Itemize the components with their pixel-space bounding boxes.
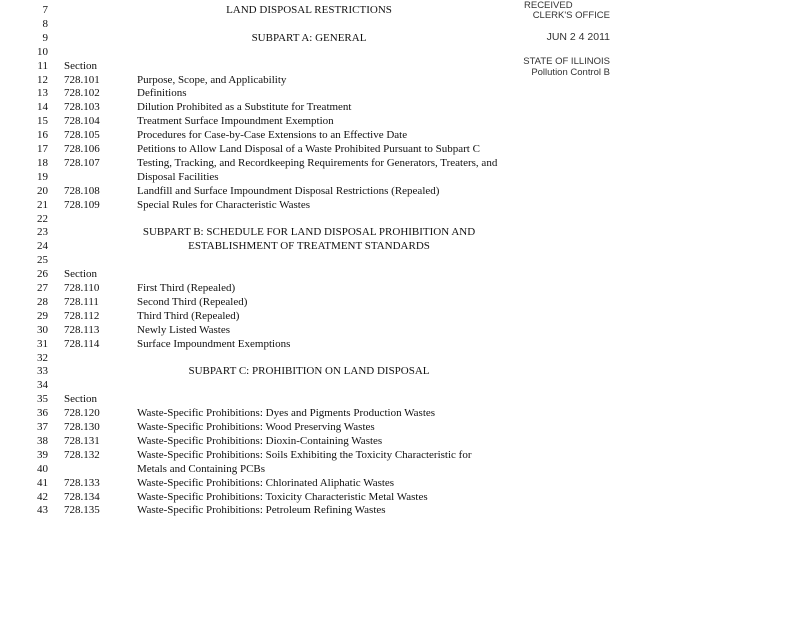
line-number: 13 — [37, 87, 48, 100]
line-number: 37 — [37, 421, 48, 433]
line-number: 9 — [42, 31, 48, 44]
line-number: 19 — [37, 170, 48, 183]
section-number: 728.131 — [64, 434, 100, 447]
section-number: Section — [64, 268, 97, 281]
section-title: Surface Impoundment Exemptions — [137, 337, 291, 350]
section-title: Definitions — [137, 87, 187, 100]
section-number: 728.134 — [64, 490, 100, 503]
section-number: 728.112 — [64, 309, 100, 322]
section-number: 728.130 — [64, 421, 100, 433]
line-number: 35 — [37, 393, 48, 406]
stamp-state: STATE OF ILLINOIS — [523, 56, 610, 67]
stamp-received: RECEIVED — [524, 0, 573, 11]
section-title: Waste-Specific Prohibitions: Soils Exhibiting the Toxicity Characteristic for — [137, 448, 472, 461]
section-number: 728.110 — [64, 282, 100, 294]
line-number: 42 — [37, 490, 48, 503]
section-title: Waste-Specific Prohibitions: Toxicity Characteristic Metal Wastes — [137, 490, 428, 503]
section-title: Testing, Tracking, and Recordkeeping Requirements for Generators, Treaters, and — [137, 156, 498, 169]
line-number: 41 — [37, 476, 48, 489]
section-number: 728.104 — [64, 115, 100, 128]
line-number: 27 — [37, 282, 48, 294]
heading: SUBPART B: SCHEDULE FOR LAND DISPOSAL PROHIBITION AND — [142, 226, 476, 239]
line-number: 36 — [37, 407, 48, 420]
line-number: 7 — [42, 4, 48, 16]
stamp-office: CLERK'S OFFICE — [532, 10, 610, 21]
line-number: 43 — [37, 504, 48, 517]
section-title: Metals and Containing PCBs — [137, 462, 266, 475]
line-number: 22 — [37, 212, 48, 225]
line-number: 32 — [37, 351, 48, 364]
section-title: Waste-Specific Prohibitions: Wood Preserving Wastes — [137, 421, 375, 433]
line-number: 25 — [37, 254, 48, 267]
line-number: 26 — [37, 268, 48, 281]
section-title: Petitions to Allow Land Disposal of a Waste Prohibited Pursuant to Subpart C — [137, 143, 480, 155]
section-number: 728.106 — [64, 143, 100, 155]
line-number: 15 — [37, 115, 48, 128]
line-number: 28 — [37, 295, 48, 308]
line-number: 16 — [37, 129, 48, 142]
heading: LAND DISPOSAL RESTRICTIONS — [226, 4, 392, 16]
section-title: Newly Listed Wastes — [137, 323, 231, 336]
section-number: 728.108 — [64, 184, 100, 197]
section-number: 728.102 — [64, 87, 100, 100]
section-number: Section — [64, 393, 97, 406]
section-title: Disposal Facilities — [137, 170, 219, 183]
line-number: 23 — [37, 226, 48, 239]
line-number: 12 — [37, 73, 48, 86]
section-title: Third Third (Repealed) — [137, 309, 240, 322]
line-number: 14 — [37, 101, 48, 114]
line-number: 38 — [37, 434, 48, 447]
section-title: Waste-Specific Prohibitions: Chlorinated Aliphatic Wastes — [137, 476, 395, 489]
section-number: 728.113 — [64, 323, 100, 336]
section-number: 728.109 — [64, 198, 100, 211]
stamp-board: Pollution Control B — [531, 67, 610, 78]
line-number: 24 — [37, 240, 48, 253]
section-title: Waste-Specific Prohibitions: Dyes and Pigments Production Wastes — [137, 407, 436, 420]
section-number: 728.105 — [64, 129, 100, 142]
heading: SUBPART A: GENERAL — [251, 31, 367, 44]
line-number: 34 — [37, 379, 48, 392]
section-number: 728.101 — [64, 73, 100, 86]
section-title: First Third (Repealed) — [137, 282, 236, 294]
section-number: 728.111 — [64, 295, 99, 308]
section-title: Procedures for Case-by-Case Extensions to an Effective Date — [137, 129, 408, 142]
heading: SUBPART C: PROHIBITION ON LAND DISPOSAL — [188, 365, 430, 378]
line-number: 18 — [37, 156, 48, 169]
section-title: Second Third (Repealed) — [137, 295, 248, 308]
line-number: 17 — [37, 143, 48, 155]
line-number: 29 — [37, 309, 48, 322]
line-number: 8 — [42, 17, 48, 30]
line-number: 40 — [37, 462, 48, 475]
section-title: Waste-Specific Prohibitions: Petroleum Refining Wastes — [137, 504, 386, 517]
line-number: 39 — [37, 448, 48, 461]
line-number: 31 — [37, 337, 48, 350]
section-number: Section — [64, 59, 97, 72]
section-title: Purpose, Scope, and Applicability — [137, 73, 287, 86]
heading: ESTABLISHMENT OF TREATMENT STANDARDS — [188, 240, 430, 253]
section-number: 728.135 — [64, 504, 100, 517]
line-number: 10 — [37, 45, 48, 58]
section-title: Waste-Specific Prohibitions: Dioxin-Containing Wastes — [137, 434, 383, 447]
line-number: 11 — [37, 59, 48, 72]
section-number: 728.132 — [64, 448, 100, 461]
section-number: 728.120 — [64, 407, 100, 420]
section-title: Dilution Prohibited as a Substitute for Treatment — [137, 101, 352, 114]
section-title: Treatment Surface Impoundment Exemption — [137, 115, 334, 128]
section-title: Landfill and Surface Impoundment Disposal Restrictions (Repealed) — [137, 184, 440, 197]
section-number: 728.107 — [64, 156, 100, 169]
line-number: 33 — [37, 365, 48, 378]
section-number: 728.133 — [64, 476, 100, 489]
section-number: 728.114 — [64, 337, 100, 350]
stamp-date: JUN 2 4 2011 — [546, 31, 610, 43]
line-number: 21 — [37, 198, 48, 211]
line-number: 30 — [37, 323, 48, 336]
section-number: 728.103 — [64, 101, 100, 114]
section-title: Special Rules for Characteristic Wastes — [137, 198, 311, 211]
line-number: 20 — [37, 184, 48, 197]
